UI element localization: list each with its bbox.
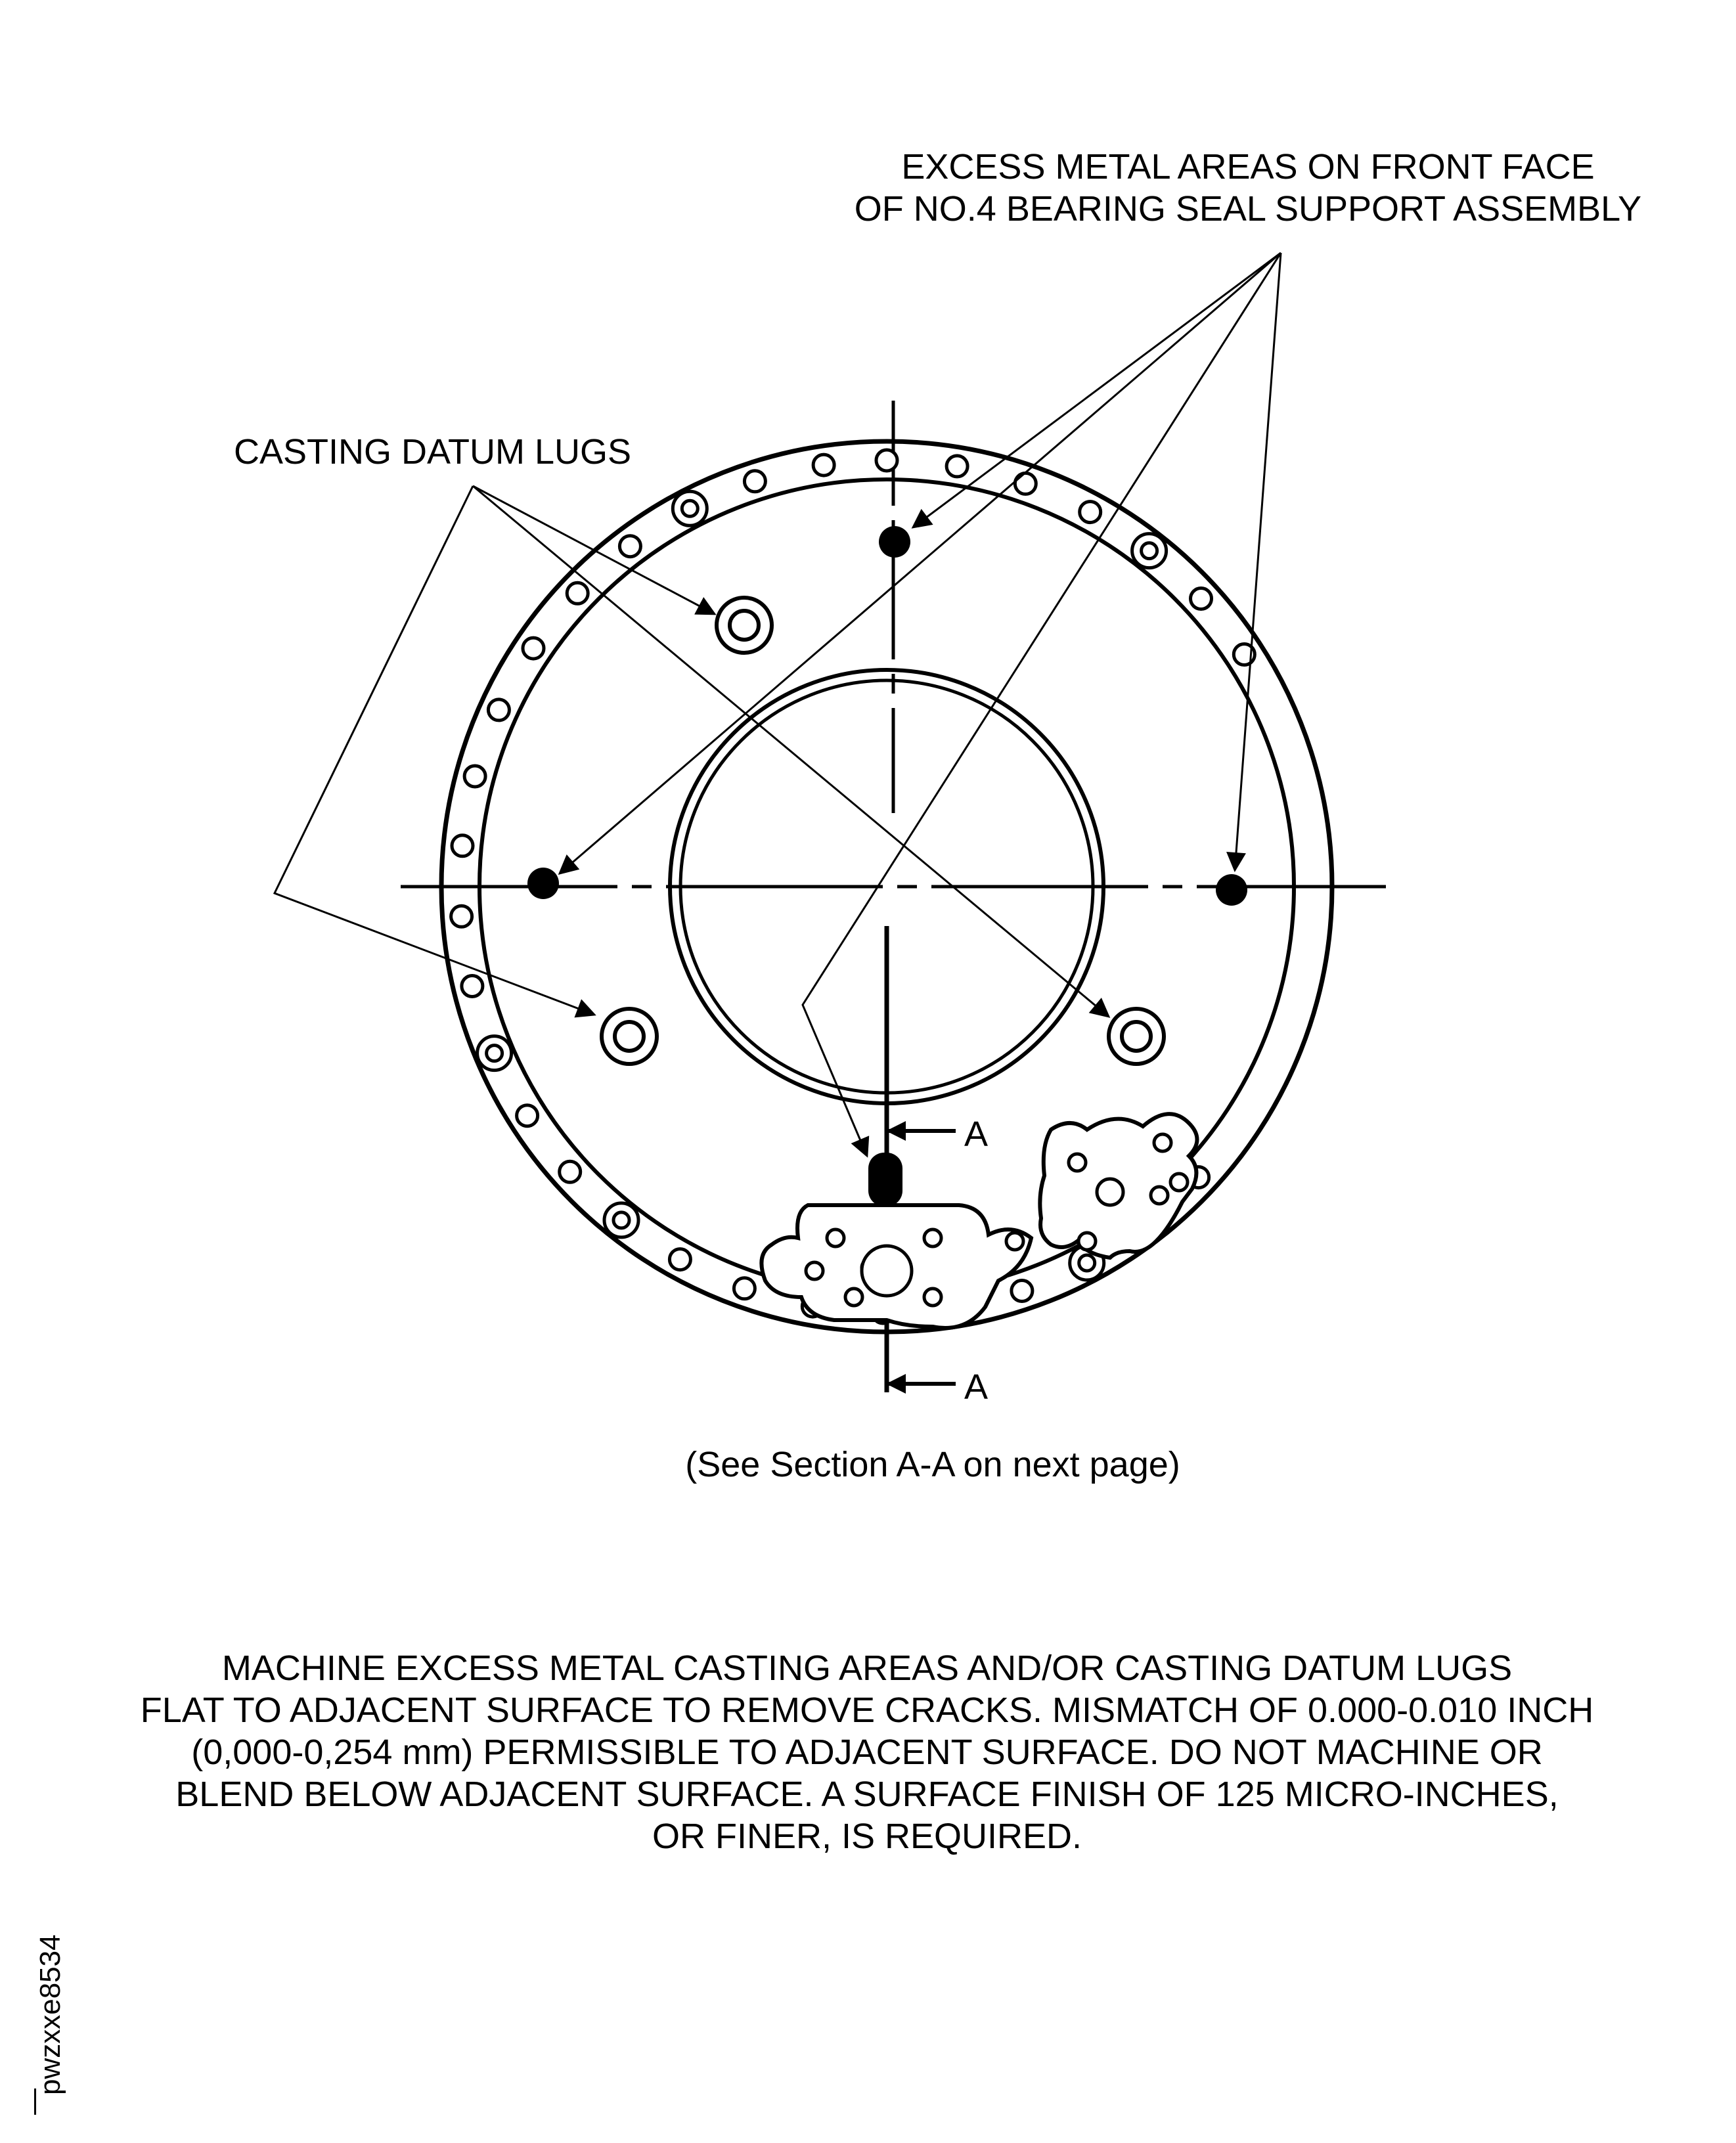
excess-metal-dot-right — [1216, 874, 1247, 906]
bolt-hole — [464, 766, 485, 787]
bolt-hole — [813, 454, 834, 475]
datum-lug-lower-right — [1109, 1009, 1164, 1064]
section-label-bottom: A — [964, 1367, 989, 1407]
bolt-hole — [1015, 473, 1036, 494]
leader-to-lower-left-lug — [275, 486, 594, 1015]
bolt-hole — [1080, 502, 1101, 523]
instruction-line-2: FLAT TO ADJACENT SURFACE TO REMOVE CRACKS. MISMATCH OF 0.000-0.010 INCH — [140, 1690, 1594, 1730]
instruction-line-5: OR FINER, IS REQUIRED. — [652, 1817, 1082, 1856]
bolt-hole-inner — [1079, 1255, 1095, 1271]
excess-metal-label — [828, 146, 1668, 230]
instruction-line-1: MACHINE EXCESS METAL CASTING AREAS AND/OR CASTING DATUM LUGS — [221, 1648, 1513, 1688]
leader-to-right-dot — [1235, 253, 1281, 870]
section-label-top: A — [964, 1115, 989, 1154]
excess-metal-bottom — [868, 1153, 902, 1206]
leader-to-left-dot — [560, 253, 1281, 873]
excess-metal-dot-left — [527, 868, 559, 899]
bolt-hole — [946, 456, 968, 477]
excess-metal-label-line2: OF NO.4 BEARING SEAL SUPPORT ASSEMBLY — [854, 189, 1642, 229]
bolt-hole — [451, 906, 472, 927]
bolt-hole-inner — [1142, 543, 1157, 559]
datum-lug-lower-left — [602, 1009, 657, 1064]
bolt-hole — [619, 536, 640, 557]
casting-datum-lugs — [602, 598, 1164, 1064]
machining-instruction — [66, 1647, 1668, 1857]
bolt-hole — [734, 1278, 755, 1299]
bolt-hole — [560, 1161, 581, 1182]
datum-lug-leaders — [275, 486, 1109, 1017]
instruction-line-4: BLEND BELOW ADJACENT SURFACE. A SURFACE FINISH OF 125 MICRO-INCHES, — [175, 1775, 1559, 1814]
instruction-line-3: (0,000-0,254 mm) PERMISSIBLE TO ADJACENT SURFACE. DO NOT MACHINE OR — [191, 1733, 1543, 1772]
datum-lugs-label: CASTING DATUM LUGS — [234, 432, 632, 472]
bolt-hole — [517, 1105, 538, 1126]
bolt-hole-inner — [487, 1046, 502, 1061]
bolt-hole — [523, 638, 544, 659]
excess-metal-dot-top — [879, 526, 910, 558]
bolt-hole — [1191, 588, 1212, 609]
bolt-hole — [744, 471, 765, 492]
section-reference: (See Section A-A on next page) — [685, 1445, 1180, 1484]
leader-to-top-dot — [913, 253, 1281, 527]
leader-to-lower-right-lug — [473, 486, 1109, 1017]
bolt-hole — [488, 699, 509, 720]
bolt-hole-inner — [613, 1212, 629, 1228]
bolt-hole — [1012, 1281, 1033, 1302]
bolt-hole — [452, 835, 473, 856]
figure-id: pwzxxe8534 — [34, 1934, 66, 2095]
datum-lug-upper-left — [717, 598, 772, 653]
bolt-hole — [462, 976, 483, 997]
excess-metal-label-line1: EXCESS METAL AREAS ON FRONT FACE — [901, 147, 1595, 187]
bolt-hole — [876, 450, 897, 471]
bolt-hole-inner — [682, 500, 698, 516]
bolt-hole — [669, 1249, 690, 1270]
excess-metal-leaders — [560, 253, 1281, 1156]
bolt-hole — [567, 583, 588, 604]
